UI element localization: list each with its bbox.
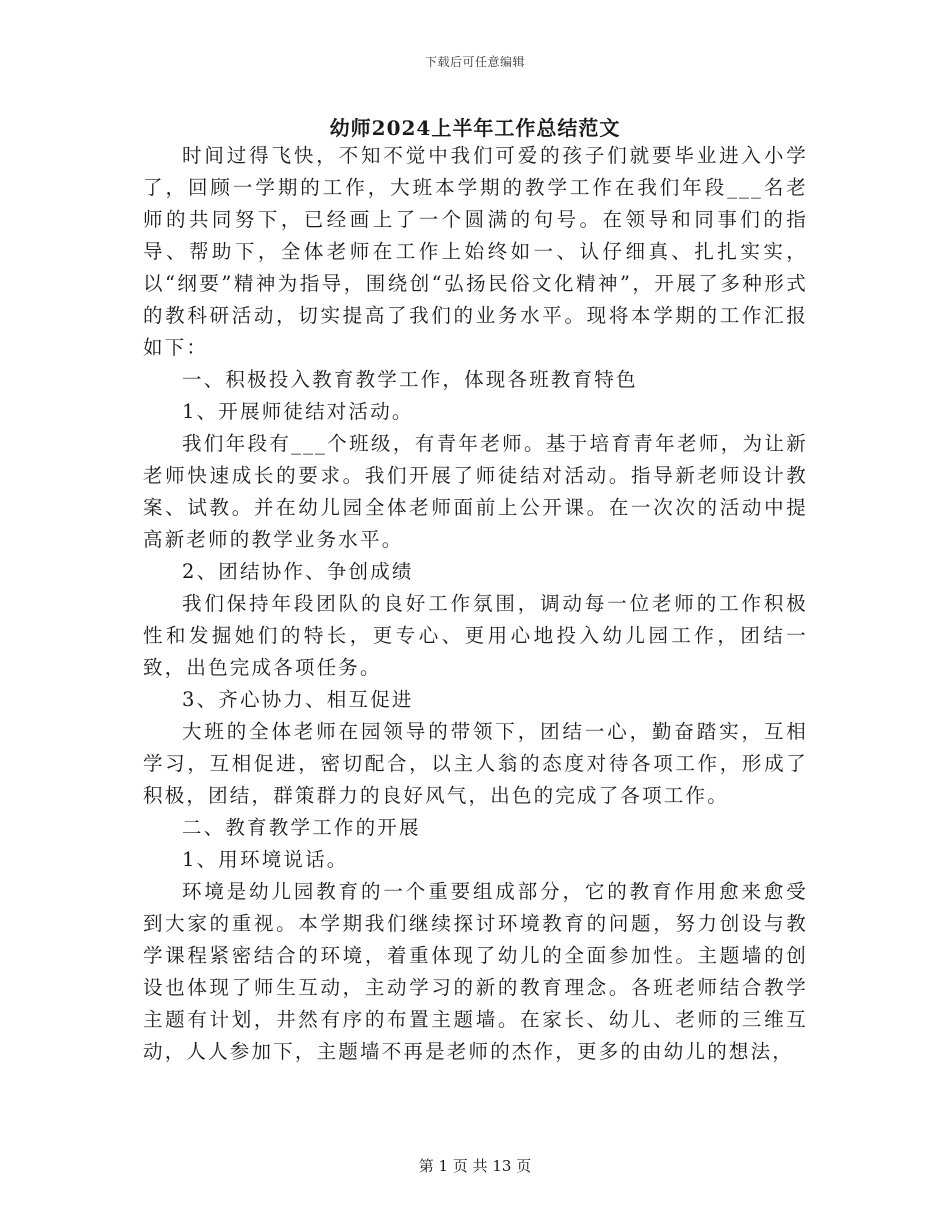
document-body bbox=[143, 140, 808, 1068]
header-note: 下载后可任意编辑 bbox=[424, 55, 525, 69]
page-indicator: 第 1 页 共 13 页 bbox=[418, 1157, 532, 1175]
paragraph: 我们年段有___个班级，有青年老师。基于培育青年老师，为让新老师快速成长的要求。我们开展了师徒结对活动。指导新老师设计教案、试教。并在幼儿园全体老师面前上公开课。在一次次的活动中提高新老师的教学业务水平。 bbox=[143, 432, 808, 551]
paragraph: 我们保持年段团队的良好工作氛围，调动每一位老师的工作积极性和发掘她们的特长，更专心、更用心地投入幼儿园工作，团结一致，出色完成各项任务。 bbox=[143, 592, 808, 679]
subsection-heading: 2、团结协作、争创成绩 bbox=[182, 560, 414, 583]
subsection-heading: 1、用环境说话。 bbox=[182, 848, 349, 871]
paragraph: 环境是幼儿园教育的一个重要组成部分，它的教育作用愈来愈受到大家的重视。本学期我们继续探讨环境教育的问题，努力创设与教学课程紧密结合的环境，着重体现了幼儿的全面参加性。主题墙的创设也体现了师生互动，主动学习的新的教育理念。各班老师结合教学主题有计划，井然有序的布置主题墙。在家长、幼儿、老师的三维互动，人人参加下，主题墙不再是老师的杰作，更多的由幼儿的想法， bbox=[143, 880, 808, 1063]
paragraph: 大班的全体老师在园领导的带领下，团结一心，勤奋踏实，互相学习，互相促进，密切配合，以主人翁的态度对待各项工作，形成了积极，团结，群策群力的良好风气，出色的完成了各项工作。 bbox=[143, 720, 808, 807]
document-title: 幼师2024上半年工作总结范文 bbox=[329, 116, 621, 140]
section-heading: 二、教育教学工作的开展 bbox=[182, 816, 421, 839]
subsection-heading: 3、齐心协力、相互促进 bbox=[182, 688, 414, 711]
paragraph: 时间过得飞快，不知不觉中我们可爱的孩子们就要毕业进入小学了，回顾一学期的工作，大班本学期的教学工作在我们年段___名老师的共同努下，已经画上了一个圆满的句号。在领导和同事们的指导、帮助下，全体老师在工作上始终如一、认仔细真、扎扎实实，以“纲要”精神为指导，围绕创“弘扬民俗文化精神”，开展了多种形式的教科研活动，切实提高了我们的业务水平。现将本学期的工作汇报如下： bbox=[143, 144, 808, 359]
section-heading: 一、积极投入教育教学工作，体现各班教育特色 bbox=[182, 368, 638, 391]
subsection-heading: 1、开展师徒结对活动。 bbox=[182, 400, 414, 423]
